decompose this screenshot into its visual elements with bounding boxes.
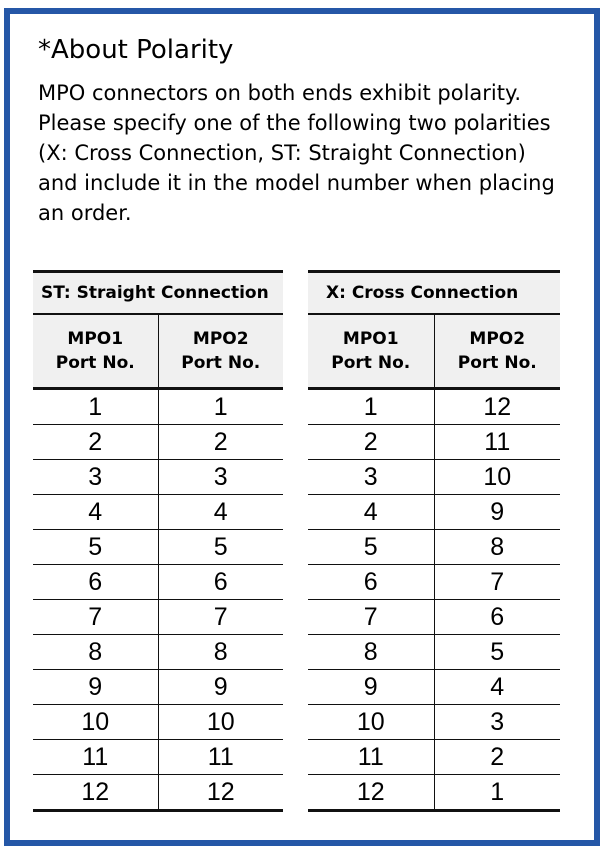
mpo1-port-cell: 11 <box>308 740 434 775</box>
mpo1-port-cell: 6 <box>308 565 434 600</box>
column-header-mpo2 <box>434 314 560 389</box>
mpo1-port-cell: 12 <box>33 775 158 811</box>
column-header-line: Port No. <box>331 353 411 373</box>
mpo1-port-cell: 3 <box>308 460 434 495</box>
mpo2-port-cell: 2 <box>158 425 283 460</box>
mpo2-port-cell: 4 <box>434 670 560 705</box>
mpo2-port-cell: 1 <box>434 775 560 811</box>
mpo2-port-cell: 12 <box>434 389 560 425</box>
mpo1-port-cell: 5 <box>308 530 434 565</box>
mpo1-port-cell: 7 <box>308 600 434 635</box>
column-header-line: Port No. <box>55 353 135 373</box>
table-row <box>308 530 560 565</box>
mpo1-port-cell: 2 <box>308 425 434 460</box>
mpo2-port-cell: 10 <box>434 460 560 495</box>
column-header-mpo1 <box>33 314 158 389</box>
mpo1-port-cell: 1 <box>33 389 158 425</box>
table-row <box>33 600 283 635</box>
mpo2-port-cell: 10 <box>158 705 283 740</box>
mpo1-port-cell: 11 <box>33 740 158 775</box>
mpo2-port-cell: 8 <box>158 635 283 670</box>
column-header-mpo1 <box>308 314 434 389</box>
table-row <box>308 495 560 530</box>
mpo2-port-cell: 2 <box>434 740 560 775</box>
straight-connection-table <box>33 270 283 812</box>
table-row <box>308 670 560 705</box>
mpo2-port-cell: 12 <box>158 775 283 811</box>
mpo1-port-cell: 1 <box>308 389 434 425</box>
table-row <box>308 705 560 740</box>
polarity-description: MPO connectors on both ends exhibit polarity. Please specify one of the following two polarities (X: Cross Connection, ST: Straight Connection) and include it in the model number when placing an order. <box>38 81 555 225</box>
mpo2-port-cell: 1 <box>158 389 283 425</box>
table-row <box>33 670 283 705</box>
mpo2-port-cell: 7 <box>158 600 283 635</box>
table-row <box>308 389 560 425</box>
column-header-mpo2 <box>158 314 283 389</box>
cross-connection-table <box>308 270 560 812</box>
mpo2-port-cell: 5 <box>158 530 283 565</box>
table-row <box>33 495 283 530</box>
mpo2-port-cell: 3 <box>158 460 283 495</box>
table-row <box>308 425 560 460</box>
mpo2-port-cell: 11 <box>434 425 560 460</box>
mpo1-port-cell: 6 <box>33 565 158 600</box>
column-header-line: MPO1 <box>67 329 124 349</box>
mpo1-port-cell: 7 <box>33 600 158 635</box>
table-row <box>33 635 283 670</box>
mpo1-port-cell: 4 <box>33 495 158 530</box>
table-row <box>308 600 560 635</box>
mpo2-port-cell: 7 <box>434 565 560 600</box>
mpo1-port-cell: 9 <box>308 670 434 705</box>
table-row <box>308 740 560 775</box>
table-row <box>308 460 560 495</box>
mpo1-port-cell: 4 <box>308 495 434 530</box>
mpo1-port-cell: 5 <box>33 530 158 565</box>
column-header-line: Port No. <box>181 353 261 373</box>
table-title: X: Cross Connection <box>308 272 560 315</box>
table-row <box>33 565 283 600</box>
table-row <box>33 425 283 460</box>
table-row <box>308 565 560 600</box>
mpo2-port-cell: 3 <box>434 705 560 740</box>
mpo2-port-cell: 8 <box>434 530 560 565</box>
column-header-line: MPO2 <box>192 329 249 349</box>
table-row <box>33 460 283 495</box>
mpo2-port-cell: 6 <box>434 600 560 635</box>
table-row <box>33 705 283 740</box>
mpo2-port-cell: 11 <box>158 740 283 775</box>
table-row <box>33 775 283 811</box>
column-header-line: Port No. <box>457 353 537 373</box>
table-title: ST: Straight Connection <box>33 272 283 315</box>
table-row <box>33 389 283 425</box>
mpo2-port-cell: 9 <box>434 495 560 530</box>
page-title: *About Polarity <box>38 35 234 65</box>
table-row <box>308 635 560 670</box>
mpo2-port-cell: 9 <box>158 670 283 705</box>
mpo1-port-cell: 10 <box>33 705 158 740</box>
mpo1-port-cell: 3 <box>33 460 158 495</box>
mpo1-port-cell: 10 <box>308 705 434 740</box>
mpo2-port-cell: 6 <box>158 565 283 600</box>
mpo1-port-cell: 9 <box>33 670 158 705</box>
mpo2-port-cell: 4 <box>158 495 283 530</box>
table-row <box>33 530 283 565</box>
table-row <box>33 740 283 775</box>
mpo1-port-cell: 12 <box>308 775 434 811</box>
mpo1-port-cell: 8 <box>33 635 158 670</box>
table-row <box>308 775 560 811</box>
column-header-line: MPO2 <box>469 329 526 349</box>
column-header-line: MPO1 <box>342 329 399 349</box>
mpo1-port-cell: 2 <box>33 425 158 460</box>
mpo1-port-cell: 8 <box>308 635 434 670</box>
mpo2-port-cell: 5 <box>434 635 560 670</box>
